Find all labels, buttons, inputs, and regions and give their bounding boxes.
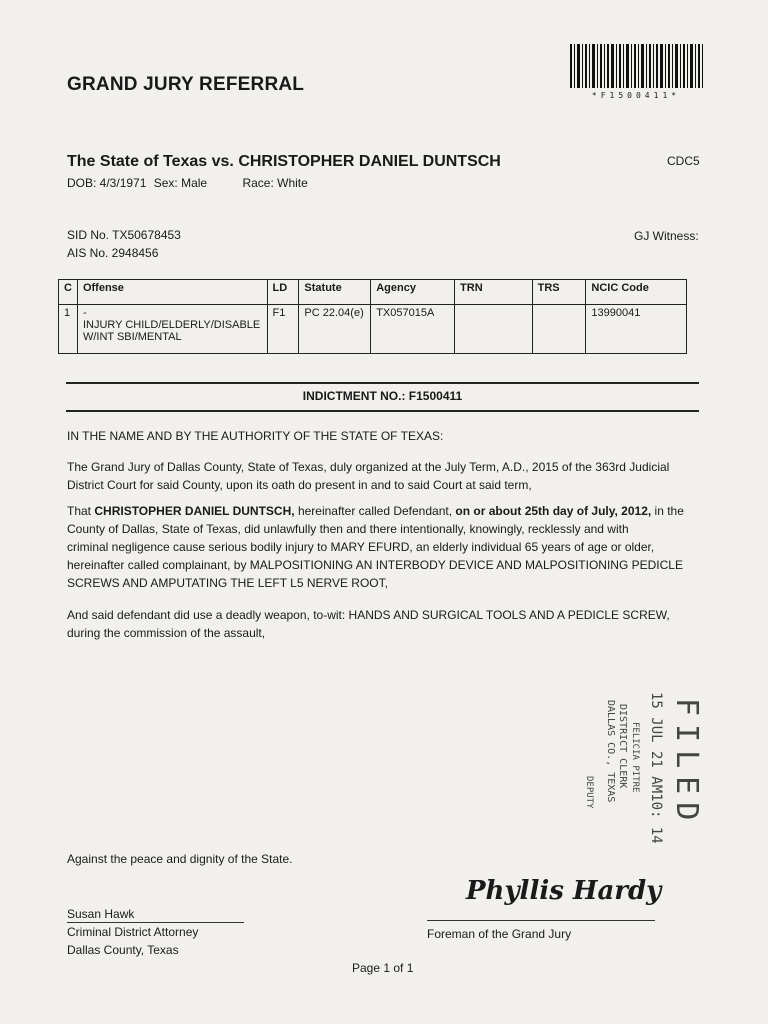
- race: Race: White: [242, 176, 308, 190]
- cell-c: 1: [59, 305, 78, 354]
- sex: Sex: Male: [153, 176, 208, 190]
- text-that: That: [67, 504, 95, 518]
- paragraph-line: And said defendant did use a deadly weapon, to-wit: HANDS AND SURGICAL TOOLS AND A PEDICLE SCREW,: [67, 608, 670, 622]
- authority-line: IN THE NAME AND BY THE AUTHORITY OF THE STATE OF TEXAS:: [67, 429, 444, 443]
- defendant-details: [67, 176, 308, 190]
- barcode: [568, 44, 704, 88]
- page-number: Page 1 of 1: [352, 961, 414, 975]
- attorney-name: Susan Hawk: [67, 907, 135, 921]
- offense-table-header: [59, 280, 687, 305]
- offense-line-2: INJURY CHILD/ELDERLY/DISABLE: [82, 319, 261, 331]
- foreman-signature-line: [427, 920, 655, 921]
- clerk-name: FELICIA PITRE: [630, 722, 640, 793]
- offense-table: [58, 279, 687, 354]
- text-mid: hereinafter called Defendant,: [294, 504, 456, 518]
- cell-trn: [455, 305, 533, 354]
- foreman-title: Foreman of the Grand Jury: [427, 927, 572, 941]
- header-ncic-code: NCIC Code: [586, 280, 687, 305]
- deputy-label: DEPUTY: [584, 776, 594, 809]
- case-title: The State of Texas vs. CHRISTOPHER DANIEL DUNTSCH: [67, 153, 501, 170]
- filed-text: FILED: [669, 698, 704, 829]
- clerk-title: DISTRICT CLERK: [617, 704, 628, 789]
- attorney-signature-line: [67, 922, 244, 923]
- cell-trs: [532, 305, 586, 354]
- indictment-rule-top: [66, 382, 699, 384]
- cell-statute: PC 22.04(e): [299, 305, 371, 354]
- paragraph-line: The Grand Jury of Dallas County, State of Texas, duly organized at the July Term, A.D., 2015 of the 363rd Judicial: [67, 460, 670, 474]
- defendant-name: CHRISTOPHER DANIEL DUNTSCH,: [94, 504, 295, 518]
- indictment-value: F1500411: [408, 389, 463, 403]
- attorney-title: Criminal District Attorney: [67, 925, 199, 939]
- header-trs: TRS: [532, 280, 586, 305]
- header-ld: LD: [267, 280, 299, 305]
- charge-paragraph: [67, 502, 707, 592]
- header-c: C: [59, 280, 78, 305]
- paragraph-line: during the commission of the assault,: [67, 626, 266, 640]
- cell-ld: F1: [267, 305, 299, 354]
- paragraph-line: District Court for said County, upon its oath do present in and to said Court at said term,: [67, 478, 532, 492]
- filed-date: 15 JUL 21 AM10: 14: [648, 692, 664, 844]
- text-in: in the: [651, 504, 684, 518]
- header-agency: Agency: [371, 280, 455, 305]
- indictment-label: INDICTMENT NO.:: [302, 389, 406, 403]
- table-row: [59, 305, 687, 354]
- sid-number: SID No. TX50678453: [67, 228, 181, 242]
- grand-jury-paragraph: [67, 458, 707, 494]
- dob: DOB: 4/3/1971: [67, 176, 147, 190]
- ais-number: AIS No. 2948456: [67, 246, 159, 260]
- closing-line: Against the peace and dignity of the State.: [67, 852, 293, 866]
- indictment-rule-bottom: [66, 410, 699, 412]
- header-offense: Offense: [77, 280, 267, 305]
- gj-witness-label: GJ Witness:: [634, 229, 699, 243]
- paragraph-line: criminal negligence cause serious bodily injury to MARY EFURD, an elderly individual 65 years of age or older,: [67, 540, 655, 554]
- cell-offense: [77, 305, 267, 354]
- deadly-weapon-paragraph: [67, 606, 707, 642]
- filed-stamp: [556, 688, 706, 844]
- barcode-text: *F1500411*: [591, 91, 681, 100]
- offense-line-1: -: [82, 307, 87, 319]
- paragraph-line: County of Dallas, State of Texas, did unlawfully then and there intentionally, knowingly, recklessly and with: [67, 522, 629, 536]
- cell-ncic: 13990041: [586, 305, 687, 354]
- offense-date: on or about 25th day of July, 2012,: [455, 504, 652, 518]
- paragraph-line: hereinafter called complainant, by MALPOSITIONING AN INTERBODY DEVICE AND MALPOSITIONING PEDICLE: [67, 558, 683, 572]
- foreman-signature: Phyllis Hardy: [466, 876, 662, 906]
- paragraph-line: [67, 502, 707, 520]
- header-statute: Statute: [299, 280, 371, 305]
- offense-line-3: W/INT SBI/MENTAL: [82, 331, 182, 343]
- header-trn: TRN: [455, 280, 533, 305]
- paragraph-line: SCREWS AND AMPUTATING THE LEFT L5 NERVE ROOT,: [67, 576, 388, 590]
- clerk-county: DALLAS CO., TEXAS: [605, 700, 616, 803]
- document-title: GRAND JURY REFERRAL: [67, 74, 305, 95]
- case-code: CDC5: [667, 154, 700, 168]
- indictment-number: [66, 389, 699, 403]
- attorney-county: Dallas County, Texas: [67, 943, 179, 957]
- cell-agency: TX057015A: [371, 305, 455, 354]
